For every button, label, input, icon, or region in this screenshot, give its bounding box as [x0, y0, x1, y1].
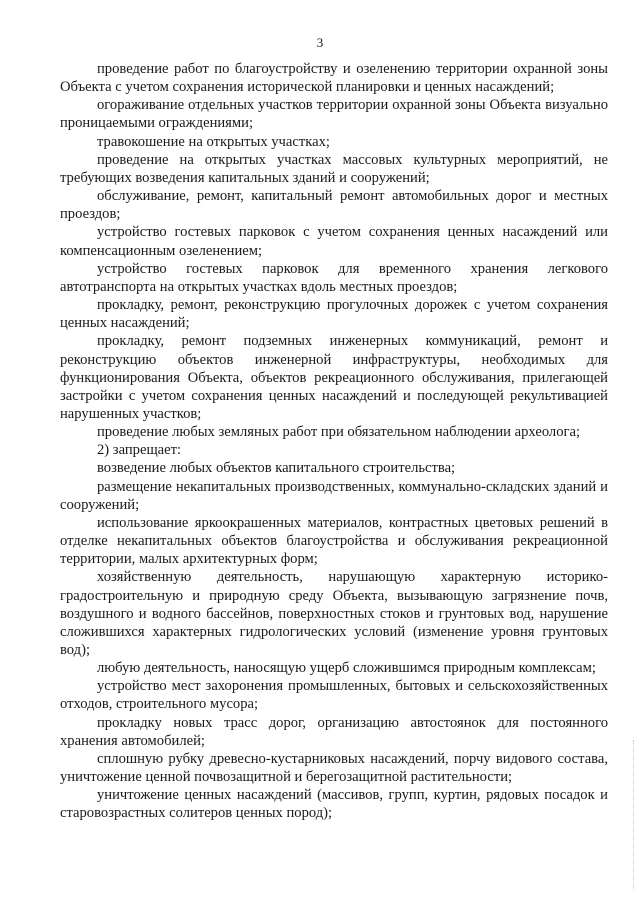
- paragraph-guest-parking-greening: устройство гостевых парковок с учетом сохранения ценных насаждений или компенсационным озеленением;: [60, 224, 608, 259]
- paragraph-non-capital-buildings: размещение некапитальных производственных, коммунально-складских зданий и сооружений;: [60, 478, 608, 513]
- paragraph-walkways: прокладку, ремонт, реконструкцию прогулочных дорожек с учетом сохранения ценных насаждений;: [60, 297, 608, 332]
- page-number: 3: [316, 35, 324, 50]
- document-body: [60, 60, 608, 823]
- paragraph-waste-disposal: устройство мест захоронения промышленных, бытовых и сельскохозяйственных отходов, строительного мусора;: [60, 678, 608, 713]
- paragraph-guest-parking-temporary: устройство гостевых парковок для временного хранения легкового автотранспорта на открытых участках вдоль местных проездов;: [60, 260, 608, 295]
- paragraph-landscaping: проведение работ по благоустройству и озеленению территории охранной зоны Объекта с учетом сохранения исторической планировки и ценных насаждений;: [60, 61, 608, 96]
- paragraph-clear-cutting: сплошную рубку древесно-кустарниковых насаждений, порчу видового состава, уничтожение ценной почвозащитной и берегозащитной растительности;: [60, 750, 608, 786]
- section-heading-prohibits: 2) запрещает:: [97, 442, 182, 459]
- paragraph-utilities: прокладку, ремонт подземных инженерных коммуникаций, ремонт и реконструкцию объектов инженерной инфраструктуры, необходимых для функционирования Объекта, объектов рекреационного обслуживания, прилегающей застройки с учетом сохранения ценных насаждений и последующей рекультивацией нарушенных участков;: [60, 333, 608, 422]
- paragraph-road-maintenance: обслуживание, ремонт, капитальный ремонт автомобильных дорог и местных проездов;: [60, 188, 608, 223]
- paragraph-earthworks: проведение любых земляных работ при обязательном наблюдении археолога;: [97, 424, 581, 441]
- paragraph-bright-materials: использование яркоокрашенных материалов, контрастных цветовых решений в отделке некапитальных объектов благоустройства и обслуживания рекреационной территории, малых архитектурных форм;: [60, 514, 608, 568]
- paragraph-valuable-plantings: уничтожение ценных насаждений (массивов, групп, куртин, рядовых посадок и старовозрастных солитеров ценных пород);: [60, 787, 608, 822]
- paragraph-economic-activity: хозяйственную деятельность, нарушающую характерную историко-градостроительную и природную среду Объекта, вызывающую загрязнение почв, воздушного и водного бассейнов, поверхностных стоков и грунтовых вод, нарушение сложившихся характерных гидрологических условий (изменение уровня грунтовых вод);: [60, 569, 608, 658]
- scan-edge-mark: [632, 740, 634, 890]
- paragraph-fencing: огораживание отдельных участков территории охранной зоны Объекта визуально проницаемыми ограждениями;: [60, 97, 608, 132]
- paragraph-mowing: травокошение на открытых участках;: [97, 133, 330, 150]
- paragraph-capital-construction: возведение любых объектов капитального строительства;: [97, 460, 456, 477]
- paragraph-new-roads: прокладку новых трасс дорог, организацию автостоянок для постоянного хранения автомобилей;: [60, 714, 608, 749]
- paragraph-natural-damage: любую деятельность, наносящую ущерб сложившимся природным комплексам;: [97, 660, 596, 677]
- paragraph-cultural-events: проведение на открытых участках массовых культурных мероприятий, не требующих возведения капитальных зданий и сооружений;: [60, 151, 608, 186]
